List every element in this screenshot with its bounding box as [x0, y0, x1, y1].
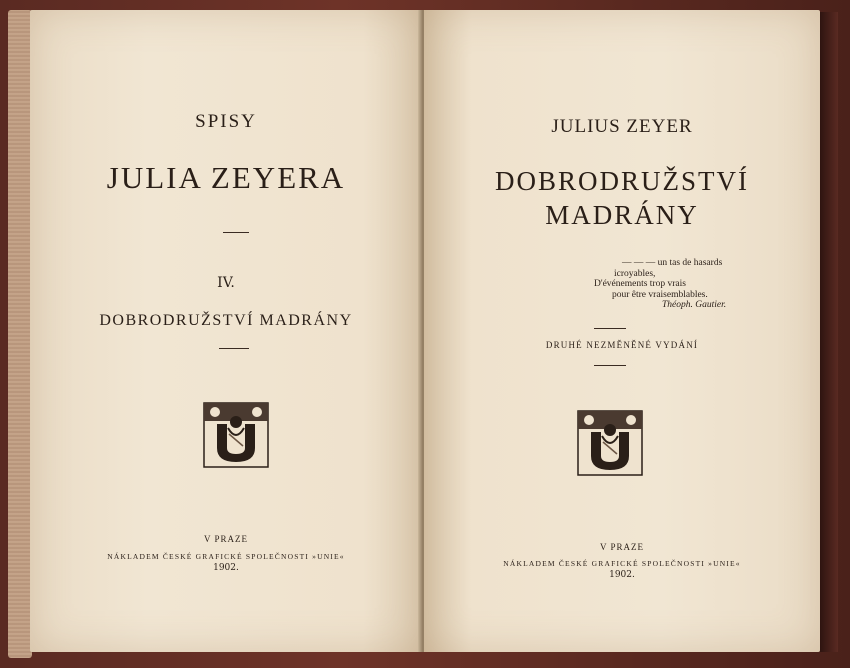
right-author: JULIUS ZEYER — [551, 116, 693, 137]
right-title-line1: DOBRODRUŽSTVÍ — [494, 166, 749, 196]
divider — [219, 348, 249, 349]
epigraph-line: pour être vraisemblables. — [612, 289, 708, 300]
edition-statement: DRUHÉ NEZMĚNĚNÉ VYDÁNÍ — [545, 340, 699, 350]
imprint-year: 1902. — [609, 570, 635, 580]
epigraph-line: — — — un tas de hasards — [622, 258, 723, 268]
left-page — [30, 10, 422, 652]
left-author: JULIA ZEYERA — [106, 160, 346, 195]
right-page — [424, 10, 820, 652]
unie-emblem-icon — [577, 410, 643, 476]
imprint-place: V PRAZE — [203, 534, 249, 544]
cover-edge — [820, 12, 838, 652]
imprint-place: V PRAZE — [599, 542, 645, 552]
divider — [594, 365, 626, 366]
epigraph-attribution: Théoph. Gautier. — [662, 300, 727, 310]
epigraph — [594, 258, 726, 311]
unie-emblem-icon — [203, 402, 269, 468]
imprint-publisher: NÁKLADEM ČESKÉ GRAFICKÉ SPOLEČNOSTI »UNIE« — [107, 552, 345, 561]
imprint-publisher: NÁKLADEM ČESKÉ GRAFICKÉ SPOLEČNOSTI »UNIE« — [503, 559, 741, 568]
volume-number: IV. — [217, 275, 235, 291]
page-block-edge — [8, 10, 32, 658]
epigraph-line: D'événements trop vrais — [594, 279, 686, 289]
right-title-line2: MADRÁNY — [545, 200, 699, 230]
epigraph-line: icroyables, — [614, 268, 656, 279]
series-label: SPISY — [195, 111, 257, 132]
imprint-year: 1902. — [213, 563, 239, 573]
left-title: DOBRODRUŽSTVÍ MADRÁNY — [99, 312, 353, 329]
divider — [594, 328, 626, 329]
divider — [223, 232, 249, 233]
